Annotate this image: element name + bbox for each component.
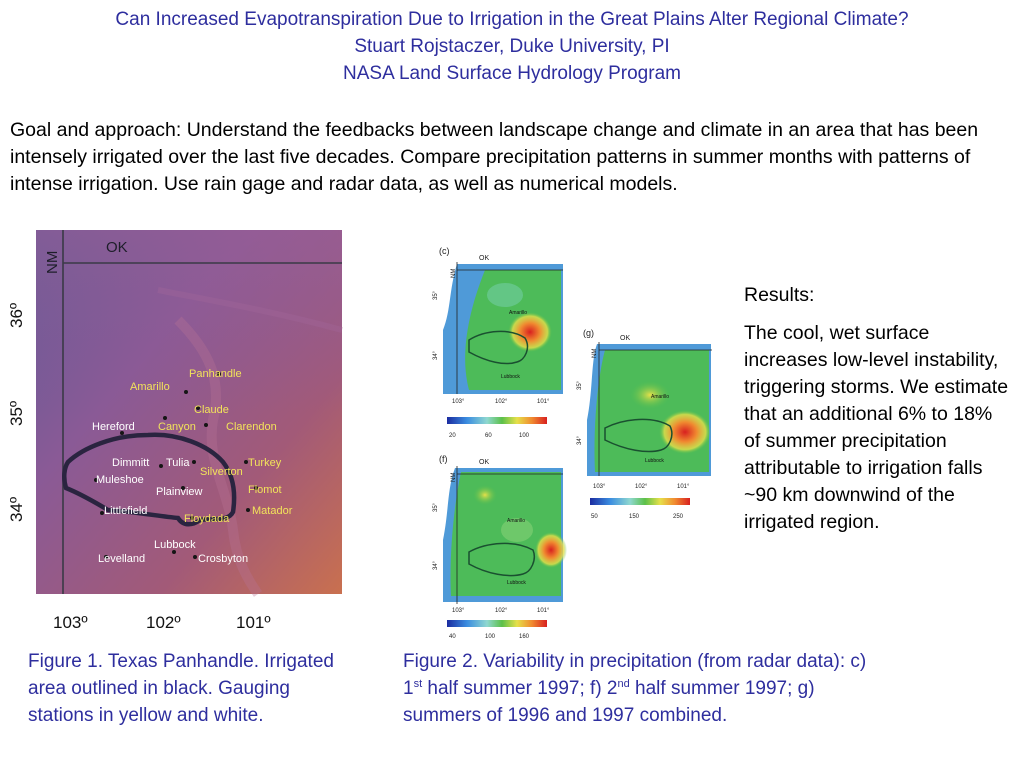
svg-text:NM: NM (451, 472, 457, 482)
city-littlefield: Littlefield (104, 505, 148, 517)
panel-f-colorbar (447, 620, 547, 627)
panel-g (577, 328, 712, 520)
city-panhandle: Panhandle (189, 368, 242, 380)
results-section (744, 282, 1012, 536)
svg-text:Lubbock: Lubbock (645, 458, 664, 464)
figure2-radar-maps (425, 240, 720, 640)
svg-text:40: 40 (449, 634, 456, 640)
svg-text:Amarillo: Amarillo (509, 310, 528, 316)
lon-label-103: 103º (53, 613, 88, 632)
slide-title: Can Increased Evapotranspiration Due to Irrigation in the Great Plains Alter Regional Climate? (115, 9, 909, 30)
svg-text:Amarillo: Amarillo (507, 518, 526, 524)
city-clarendon: Clarendon (226, 421, 277, 433)
panel-g-label: (g) (583, 328, 594, 338)
panel-f (433, 454, 567, 640)
svg-text:34°: 34° (433, 560, 439, 570)
lat-label-34: 34º (8, 496, 26, 522)
state-label-nm: NM (44, 250, 61, 274)
city-levelland: Levelland (98, 553, 146, 565)
svg-text:102°: 102° (495, 399, 508, 405)
city-hereford: Hereford (92, 421, 135, 433)
svg-text:250: 250 (673, 514, 684, 520)
svg-text:34°: 34° (433, 350, 439, 360)
panel-c (433, 246, 563, 439)
city-lubbock: Lubbock (154, 539, 196, 551)
svg-text:Lubbock: Lubbock (507, 580, 526, 586)
svg-text:102°: 102° (495, 608, 508, 614)
lon-label-101: 101º (236, 613, 271, 632)
figure2-svg (425, 240, 720, 640)
svg-text:OK: OK (620, 335, 631, 342)
lon-label-102: 102º (146, 613, 181, 632)
city-tulia: Tulia (166, 457, 190, 469)
results-text: The cool, wet surface increases low-level instability, triggering storms. We estimate that an additional 6% to 18% of summer precipitation attributable to irrigation falls ~90 km downwind of the irrigated region. (744, 322, 1009, 533)
svg-text:60: 60 (485, 433, 492, 439)
svg-text:103°: 103° (593, 484, 606, 490)
goal-paragraph: Goal and approach: Understand the feedbacks between landscape change and climate in an area that has been intensely irrigated over the last five decades. Compare precipitation patterns in summer months with patterns of intense irrigation. Use rain gage and radar data, as well as numerical models. (10, 119, 979, 195)
panel-c-colorbar (447, 417, 547, 424)
city-muleshoe: Muleshoe (96, 474, 144, 486)
lat-label-35: 35º (8, 400, 26, 426)
city-turkey: Turkey (248, 457, 282, 469)
svg-text:NM: NM (451, 268, 457, 278)
city-claude: Claude (194, 404, 229, 416)
city-amarillo: Amarillo (130, 381, 170, 393)
svg-text:101°: 101° (677, 484, 690, 490)
panel-c-label: (c) (439, 246, 450, 256)
svg-text:101°: 101° (537, 608, 550, 614)
svg-text:150: 150 (629, 514, 640, 520)
svg-text:102°: 102° (635, 484, 648, 490)
svg-text:35°: 35° (433, 290, 439, 300)
figure1-svg (8, 230, 343, 640)
program-line: NASA Land Surface Hydrology Program (343, 63, 681, 84)
svg-text:OK: OK (479, 255, 490, 262)
svg-text:Amarillo: Amarillo (651, 394, 670, 400)
svg-text:160: 160 (519, 634, 530, 640)
lat-label-36: 36º (8, 302, 26, 328)
svg-text:103°: 103° (452, 399, 465, 405)
svg-text:35°: 35° (433, 502, 439, 512)
svg-text:20: 20 (449, 433, 456, 439)
city-canyon: Canyon (158, 421, 196, 433)
svg-text:103°: 103° (452, 608, 465, 614)
svg-text:NM: NM (592, 348, 598, 358)
state-label-ok: OK (106, 239, 128, 256)
header (0, 6, 1024, 87)
svg-text:50: 50 (591, 514, 598, 520)
figure1-caption: Figure 1. Texas Panhandle. Irrigated area outlined in black. Gauging stations in yellow and white. (28, 651, 334, 726)
svg-text:100: 100 (485, 634, 496, 640)
figure2-caption: Figure 2. Variability in precipitation (from radar data): c) 1st half summer 1997; f) 2nd half summer 1997; g) summers of 1996 and 1997 combined. (403, 651, 867, 726)
city-plainview: Plainview (156, 486, 203, 498)
author-line: Stuart Rojstaczer, Duke University, PI (354, 36, 670, 57)
results-title: Results: (744, 284, 815, 306)
svg-text:OK: OK (479, 459, 490, 466)
svg-text:100: 100 (519, 433, 530, 439)
city-silverton: Silverton (200, 466, 243, 478)
panel-f-label: (f) (439, 454, 448, 464)
svg-text:35°: 35° (577, 380, 583, 390)
panel-g-colorbar (590, 498, 690, 505)
figure1-map (8, 230, 343, 640)
city-floydada: Floydada (184, 513, 230, 525)
city-matador: Matador (252, 505, 293, 517)
svg-text:Lubbock: Lubbock (501, 374, 520, 380)
svg-text:34°: 34° (577, 435, 583, 445)
city-flomot: Flomot (248, 484, 282, 496)
city-crosbyton: Crosbyton (198, 553, 249, 565)
svg-text:101°: 101° (537, 399, 550, 405)
city-dimmitt: Dimmitt (112, 457, 150, 469)
